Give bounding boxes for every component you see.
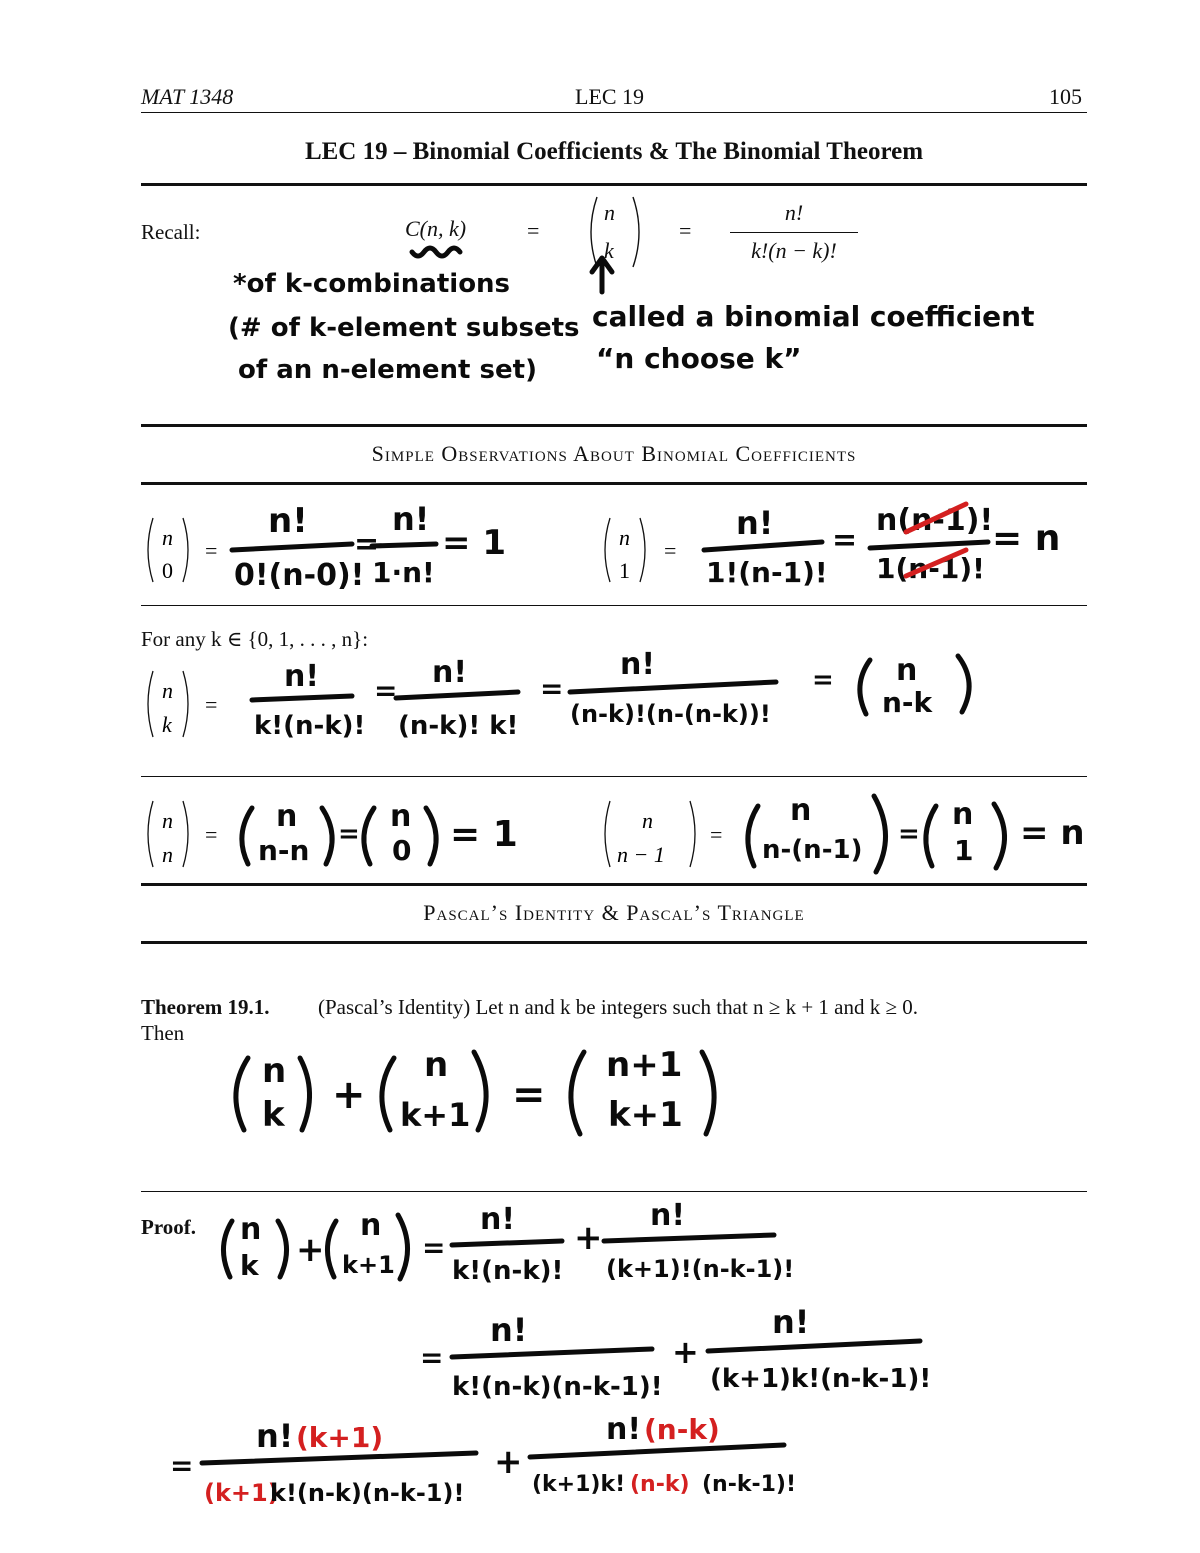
svg-text:=: = xyxy=(170,1449,194,1482)
note-right-1: called a binomial coefficient xyxy=(592,300,1035,333)
svg-text:n: n xyxy=(619,525,630,550)
svg-text:0!(n-0)!: 0!(n-0)! xyxy=(234,558,365,593)
svg-text:(n-k): (n-k) xyxy=(630,1472,690,1497)
fraction-numerator: n! xyxy=(784,200,804,225)
svg-text:n: n xyxy=(642,808,653,833)
svg-text:(k+1): (k+1) xyxy=(296,1421,384,1454)
page-number: 105 xyxy=(1049,84,1082,109)
binom-n-1 xyxy=(600,515,650,585)
svg-text:(k+1)k!: (k+1)k! xyxy=(532,1472,626,1497)
svg-text:n!: n! xyxy=(606,1412,642,1447)
svg-text:n: n xyxy=(262,1051,287,1091)
symmetry-handwriting xyxy=(0,640,1200,750)
svg-text:n-n: n-n xyxy=(258,834,310,867)
svg-text:1(n-1)!: 1(n-1)! xyxy=(876,552,985,585)
svg-text:=: = xyxy=(812,665,834,695)
svg-text:(k+1)k!(n-k-1)!: (k+1)k!(n-k-1)! xyxy=(710,1364,932,1394)
svg-text:(n-k)! k!: (n-k)! k! xyxy=(398,711,519,741)
divider xyxy=(141,1191,1087,1192)
cnk-notation: C(n, k) xyxy=(405,216,467,241)
svg-text:= n: = n xyxy=(992,518,1061,559)
divider xyxy=(141,605,1087,606)
svg-text:n: n xyxy=(240,1212,262,1247)
svg-text:1!(n-1)!: 1!(n-1)! xyxy=(706,556,828,589)
section-title-pascal: Pascal’s Identity & Pascal’s Triangle xyxy=(423,900,805,925)
recall-label: Recall: xyxy=(141,220,201,244)
svg-text:n!: n! xyxy=(284,659,320,694)
svg-text:k: k xyxy=(240,1249,259,1282)
section-rule xyxy=(141,424,1087,427)
boundary-cases-handwriting xyxy=(0,780,1200,880)
svg-text:1: 1 xyxy=(954,834,974,867)
svg-text:(n-k): (n-k) xyxy=(644,1413,720,1446)
course-code: MAT 1348 xyxy=(141,84,234,109)
svg-text:k!(n-k)(n-k-1)!: k!(n-k)(n-k-1)! xyxy=(452,1372,663,1402)
theorem-then: Then xyxy=(141,1021,185,1045)
equals-sign: = xyxy=(679,218,692,243)
svg-text:n+1: n+1 xyxy=(606,1045,683,1085)
svg-text:n: n xyxy=(424,1045,449,1085)
svg-text:k: k xyxy=(162,712,172,737)
page-title: LEC 19 – Binomial Coefficients & The Binomial Theorem xyxy=(304,138,924,165)
pascal-identity-handwriting xyxy=(0,1030,1200,1140)
note-right-2: “n choose k” xyxy=(596,342,802,375)
svg-text:n!: n! xyxy=(392,500,430,538)
svg-text:+: + xyxy=(296,1230,325,1270)
svg-text:k+1: k+1 xyxy=(342,1251,395,1279)
svg-text:=: = xyxy=(422,1231,446,1264)
svg-text:=: = xyxy=(374,674,398,707)
svg-text:n: n xyxy=(360,1208,382,1243)
theorem-statement: (Pascal’s Identity) Let n and k be integers such that n ≥ k + 1 and k ≥ 0. xyxy=(318,995,919,1019)
svg-text:n: n xyxy=(162,808,173,833)
for-any-k-text: For any k ∈ {0, 1, . . . , n}: xyxy=(141,627,369,651)
svg-text:=: = xyxy=(540,672,564,705)
svg-text:n!: n! xyxy=(256,1417,294,1455)
proof-handwriting xyxy=(0,1195,1200,1515)
svg-text:n: n xyxy=(790,793,812,828)
svg-text:k!(n-k)(n-k-1)!: k!(n-k)(n-k-1)! xyxy=(270,1479,465,1507)
binom-bottom: k xyxy=(604,238,614,263)
svg-text:n: n xyxy=(952,797,974,832)
note-left-2: (# of k-element subsets xyxy=(228,313,580,343)
svg-text:n: n xyxy=(896,653,918,688)
svg-text:n-(n-1): n-(n-1) xyxy=(762,835,863,865)
svg-text:0: 0 xyxy=(162,558,173,583)
section-rule xyxy=(141,941,1087,944)
section-rule xyxy=(141,482,1087,485)
section-title-observations: Simple Observations About Binomial Coefficients xyxy=(371,441,857,466)
binom-top: n xyxy=(604,200,615,225)
equals-sign: = xyxy=(527,218,540,243)
svg-text:n!: n! xyxy=(620,647,656,682)
equals-sign: = xyxy=(664,538,677,563)
equals-sign: = xyxy=(710,822,723,847)
svg-text:+: + xyxy=(494,1442,523,1482)
svg-text:k+1: k+1 xyxy=(608,1095,683,1135)
svg-text:0: 0 xyxy=(392,834,412,867)
svg-text:= n: = n xyxy=(1020,813,1085,853)
equals-sign: = xyxy=(205,538,218,563)
note-left-3: of an n-element set) xyxy=(238,355,537,385)
svg-text:n − 1: n − 1 xyxy=(617,842,665,867)
svg-text:+: + xyxy=(672,1333,699,1371)
underline-squiggle xyxy=(412,248,460,256)
equals-sign: = xyxy=(205,692,218,717)
svg-text:n!: n! xyxy=(268,501,308,541)
divider xyxy=(141,776,1087,777)
fraction-denominator: k!(n − k)! xyxy=(751,238,837,263)
svg-text:n!: n! xyxy=(772,1303,810,1341)
lecture-label: LEC 19 xyxy=(575,84,645,109)
svg-text:n: n xyxy=(390,799,412,834)
svg-text:k!(n-k)!: k!(n-k)! xyxy=(452,1256,564,1286)
svg-text:= 1: = 1 xyxy=(450,814,518,855)
equals-sign: = xyxy=(205,822,218,847)
svg-text:n!: n! xyxy=(490,1311,528,1349)
svg-text:n: n xyxy=(162,842,173,867)
svg-text:1·n!: 1·n! xyxy=(372,556,435,589)
svg-text:n: n xyxy=(162,678,173,703)
svg-text:k!(n-k)!: k!(n-k)! xyxy=(254,711,366,741)
svg-text:n!: n! xyxy=(736,504,774,542)
recall-handwriting xyxy=(0,0,1200,420)
svg-text:n-k: n-k xyxy=(882,686,933,719)
svg-text:(n-k)!(n-(n-k))!: (n-k)!(n-(n-k))! xyxy=(570,700,771,728)
svg-text:n: n xyxy=(162,525,173,550)
svg-text:1: 1 xyxy=(619,558,630,583)
theorem-label: Theorem 19.1. xyxy=(141,995,270,1019)
section-rule xyxy=(141,883,1087,886)
svg-text:(k+1): (k+1) xyxy=(204,1479,279,1507)
svg-text:k+1: k+1 xyxy=(400,1096,471,1134)
svg-text:n(n-1)!: n(n-1)! xyxy=(876,503,994,538)
svg-text:=: = xyxy=(354,527,380,562)
proof-label: Proof. xyxy=(141,1215,197,1239)
svg-text:k: k xyxy=(262,1095,285,1135)
svg-text:n!: n! xyxy=(650,1198,686,1233)
svg-text:+: + xyxy=(332,1072,366,1118)
svg-text:n: n xyxy=(276,799,298,834)
svg-text:=: = xyxy=(898,819,920,849)
up-arrow-icon xyxy=(592,258,612,292)
svg-text:(k+1)!(n-k-1)!: (k+1)!(n-k-1)! xyxy=(606,1255,795,1283)
svg-text:n!: n! xyxy=(480,1202,516,1237)
svg-text:n!: n! xyxy=(432,655,468,690)
svg-text:=: = xyxy=(832,523,858,558)
svg-text:(n-k-1)!: (n-k-1)! xyxy=(702,1472,797,1497)
svg-text:=: = xyxy=(420,1341,444,1374)
svg-text:=: = xyxy=(338,819,360,849)
svg-text:= 1: = 1 xyxy=(442,523,506,563)
svg-text:+: + xyxy=(574,1218,603,1258)
svg-text:=: = xyxy=(512,1072,546,1118)
note-left-1: *of k-combinations xyxy=(233,269,511,299)
